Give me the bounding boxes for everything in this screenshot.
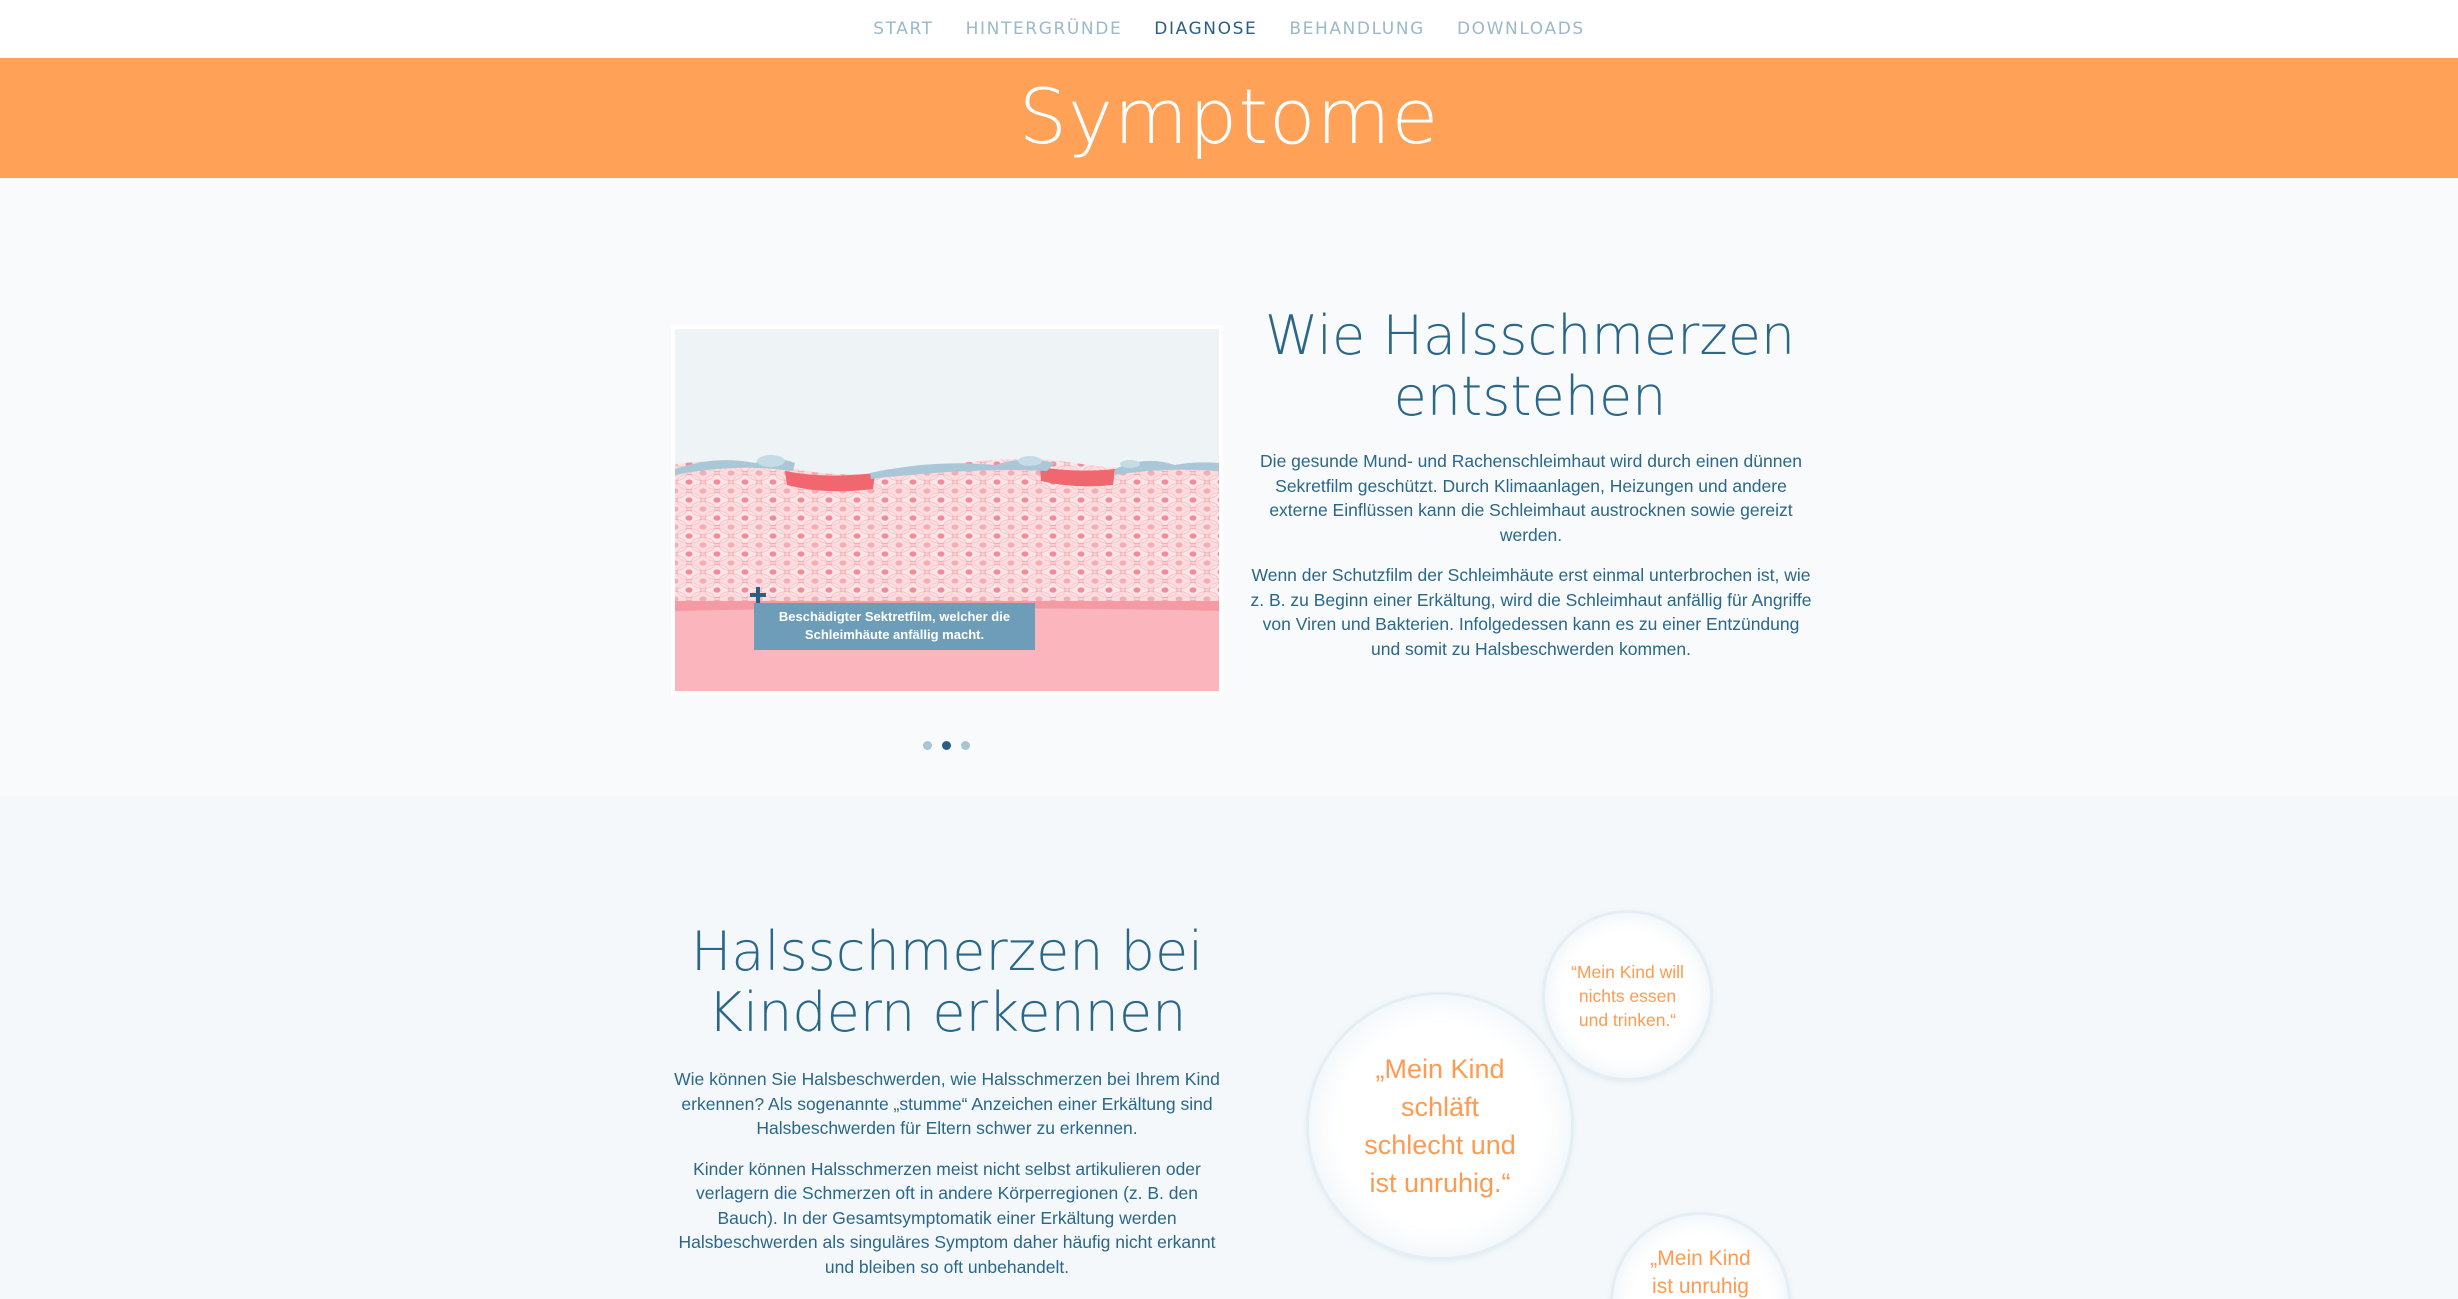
slider-dots xyxy=(923,741,980,750)
quote-bubble-eating[interactable] xyxy=(1545,913,1710,1078)
section1-heading: Wie Halsschmerzen entstehen xyxy=(1264,304,1796,428)
section2-paragraph: Wie können Sie Halsbeschwerden, wie Halsschmerzen bei Ihrem Kind erkennen? Als sogenannte „stumme“ Anzeichen einer Erkältung sind Halsbeschwerden für Eltern schwer zu erkennen. xyxy=(674,1069,1220,1138)
section1-paragraph: Wenn der Schutzfilm der Schleimhäute erst einmal unterbrochen ist, wie z. B. zu Beginn einer Erkältung, wird die Schleimhaut anfällig für Angriffe von Viren und Bakterien. Infolgedessen kann es zu einer Entzündung und somit zu Halsbeschwerden kommen. xyxy=(1250,565,1812,659)
mucous-membrane-illustration xyxy=(675,329,1219,691)
nav-behandlung[interactable]: BEHANDLUNG xyxy=(1289,19,1425,39)
image-slider[interactable] xyxy=(671,325,1223,695)
section2-text xyxy=(668,1067,1226,1295)
quote-bubble-text: “Mein Kind will nichts essen und trinken.“ xyxy=(1571,961,1684,1030)
section-how-sore-throat-develops xyxy=(0,178,2458,796)
slider-dot-active[interactable] xyxy=(942,741,951,750)
section2-paragraph: Kinder können Halsschmerzen meist nicht selbst artikulieren oder verlagern die Schmerzen oft in andere Körperregionen (z. B. den Bauch). In der Gesamtsymptomatik einer Erkältung werden Halsbeschwerden als singuläres Symptom daher häufig nicht erkannt und bleiben so oft unbehandelt. xyxy=(678,1158,1216,1277)
section-children-sore-throat xyxy=(0,796,2458,1299)
section1-paragraph: Die gesunde Mund- und Rachenschleimhaut wird durch einen dünnen Sekretfilm geschützt. Durch Klimaanlagen, Heizungen und andere externe Einflüssen kann die Schleimhaut austrocknen sowie gereizt werden. xyxy=(1260,451,1802,545)
section2-heading: Halsschmerzen bei Kindern erkennen xyxy=(690,920,1204,1044)
nav-hintergruende[interactable]: HINTERGRÜNDE xyxy=(965,19,1123,39)
nav-start[interactable]: START xyxy=(873,19,934,39)
nav-diagnose[interactable]: DIAGNOSE xyxy=(1154,19,1258,39)
slider-dot[interactable] xyxy=(923,741,932,750)
quote-bubble-text: „Mein Kind ist unruhig xyxy=(1650,1247,1751,1298)
slider-dot[interactable] xyxy=(961,741,970,750)
quote-bubble-text: „Mein Kind schläft schlecht und ist unruhig.“ xyxy=(1364,1054,1516,1198)
slide-tooltip: Beschädigter Sektretfilm, welcher die Schleimhäute anfällig macht. xyxy=(754,603,1035,650)
plus-icon[interactable] xyxy=(749,586,767,604)
top-navigation xyxy=(0,0,2458,58)
page-banner xyxy=(0,58,2458,178)
section1-text xyxy=(1250,449,1812,677)
quote-bubble-sleep[interactable] xyxy=(1309,995,1571,1257)
page-title: Symptome xyxy=(1018,72,1440,161)
nav-downloads[interactable]: DOWNLOADS xyxy=(1456,19,1585,39)
